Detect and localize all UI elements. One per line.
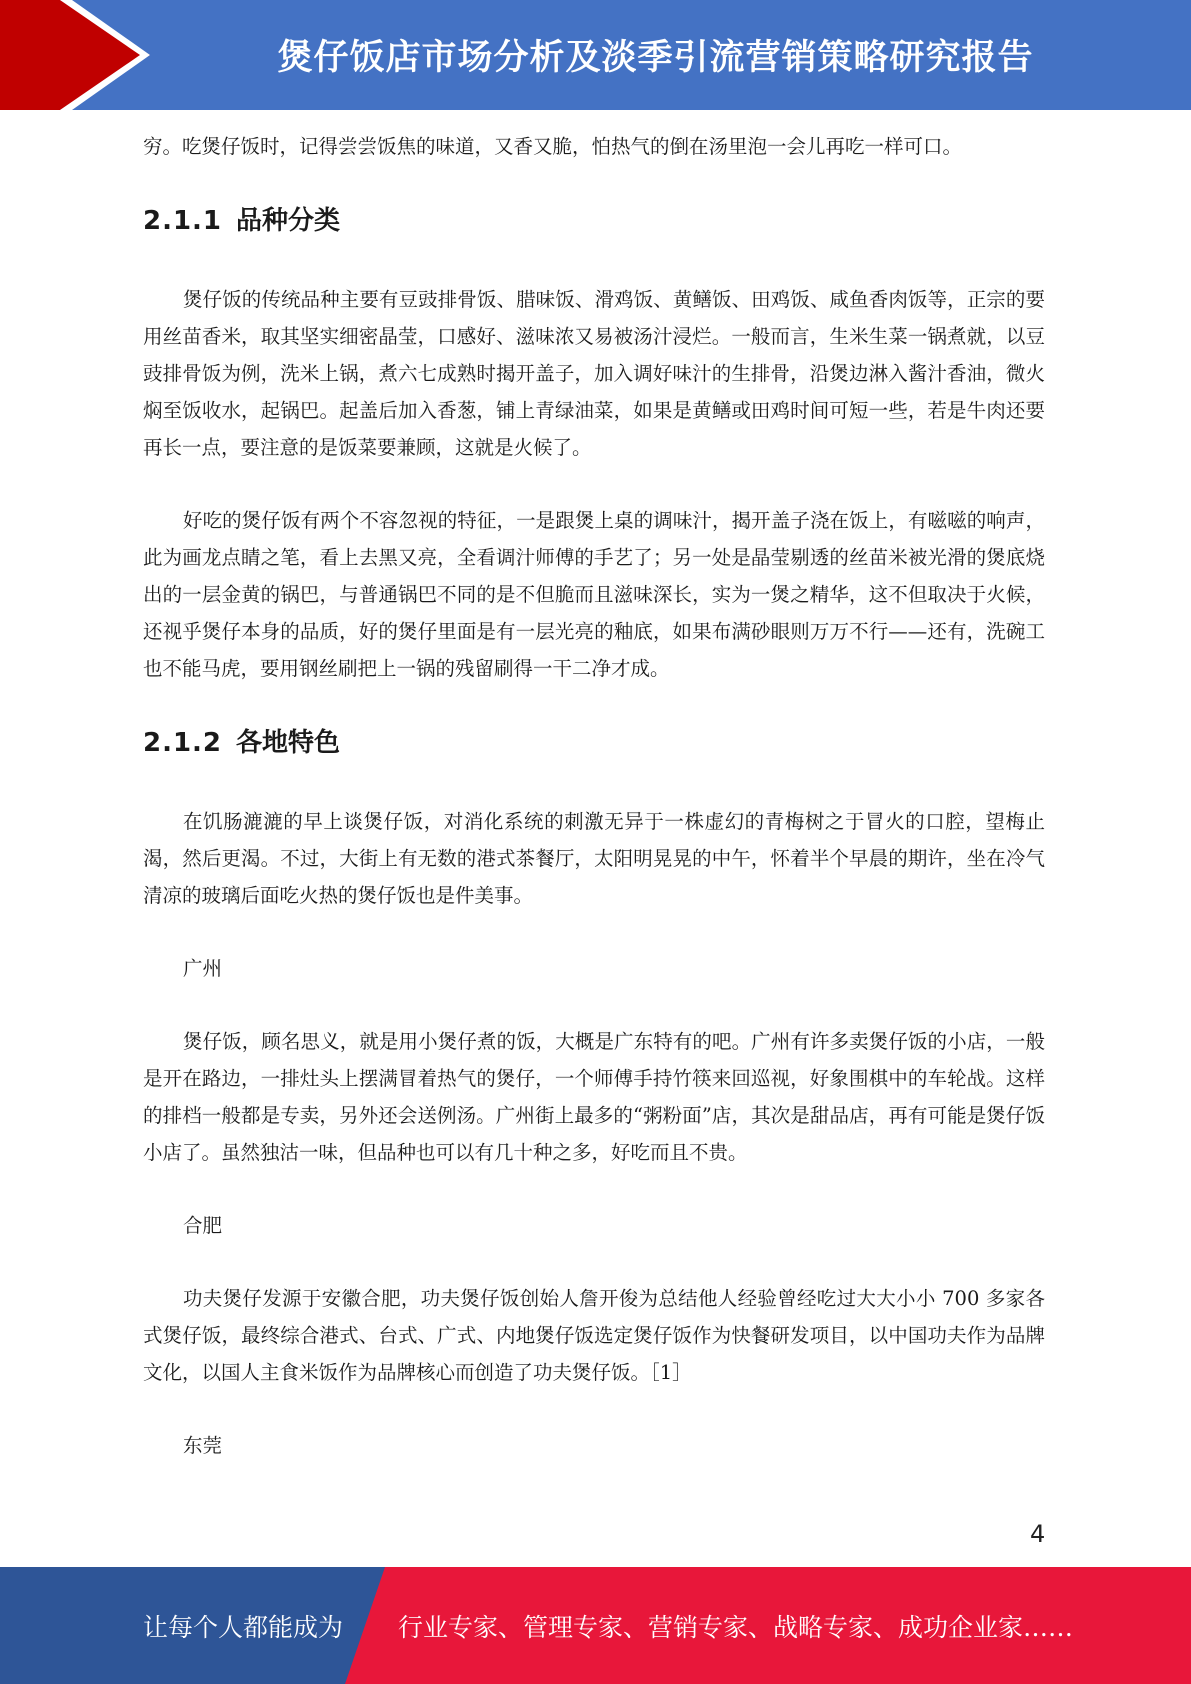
section-heading-2-1-2 (143, 723, 1045, 763)
paragraph: 好吃的煲仔饭有两个不容忽视的特征，一是跟煲上桌的调味汁，揭开盖子浇在饭上，有嗞嗞的响声，此为画龙点睛之笔，看上去黑又亮，全看调汁师傅的手艺了；另一处是晶莹剔透的丝苗米被光滑的煲底烧出的一层金黄的锅巴，与普通锅巴不同的是不但脆而且滋味深长，实为一煲之精华，这不但取决于火候，还视乎煲仔本身的品质，好的煲仔里面是有一层光亮的釉底，如果布满砂眼则万万不行——还有，洗碗工也不能马虎，要用钢丝刷把上一锅的残留刷得一干二净才成。 (143, 509, 1045, 680)
chevron-decoration (0, 0, 150, 110)
page-number: 4 (1030, 1520, 1046, 1548)
document-body (143, 128, 1045, 1464)
section-title: 各地特色 (236, 728, 341, 758)
region-label-hefei: 合肥 (183, 1214, 223, 1237)
paragraph: 煲仔饭的传统品种主要有豆豉排骨饭、腊味饭、滑鸡饭、黄鳝饭、田鸡饭、咸鱼香肉饭等，正宗的要用丝苗香米，取其坚实细密晶莹，口感好、滋味浓又易被汤汁浸烂。一般而言，生米生菜一锅煮就，以豆豉排骨饭为例，洗米上锅，煮六七成熟时揭开盖子，加入调好味汁的生排骨，沿煲边淋入酱汁香油，微火焖至饭收水，起锅巴。起盖后加入香葱，铺上青绿油菜，如果是黄鳝或田鸡时间可短一些，若是牛肉还要再长一点，要注意的是饭菜要兼顾，这就是火候了。 (143, 288, 1045, 459)
intro-tail-paragraph: 穷。吃煲仔饭时，记得尝尝饭焦的味道，又香又脆，怕热气的倒在汤里泡一会儿再吃一样可口。 (143, 135, 963, 158)
page-header (0, 0, 1191, 110)
paragraph: 煲仔饭，顾名思义，就是用小煲仔煮的饭，大概是广东特有的吧。广州有许多卖煲仔饭的小店，一般是开在路边，一排灶头上摆满冒着热气的煲仔，一个师傅手持竹筷来回巡视，好象围棋中的车轮战。这样的排档一般都是专卖，另外还会送例汤。广州街上最多的“粥粉面”店，其次是甜品店，再有可能是煲仔饭小店了。虽然独沽一味，但品种也可以有几十种之多，好吃而且不贵。 (143, 1030, 1045, 1164)
page-footer (0, 1567, 1191, 1684)
footer-slogan-right: 行业专家、管理专家、营销专家、战略专家、成功企业家…… (398, 1612, 1074, 1642)
report-title: 煲仔饭店市场分析及淡季引流营销策略研究报告 (277, 38, 1034, 78)
section-heading-2-1-1 (143, 201, 1045, 241)
section-number: 2.1.2 (143, 728, 223, 758)
footer-slogan-left: 让每个人都能成为 (143, 1612, 344, 1642)
section-title: 品种分类 (236, 206, 341, 236)
region-label-guangzhou: 广州 (183, 957, 223, 980)
region-label-dongguan: 东莞 (183, 1434, 223, 1457)
section-number: 2.1.1 (143, 206, 223, 236)
paragraph: 功夫煲仔发源于安徽合肥，功夫煲仔饭创始人詹开俊为总结他人经验曾经吃过大大小小 700 多家各式煲仔饭，最终综合港式、台式、广式、内地煲仔饭选定煲仔饭作为快餐研发项目，以中国功夫作为品牌文化，以国人主食米饭作为品牌核心而创造了功夫煲仔饭。［1］ (143, 1287, 1045, 1384)
paragraph: 在饥肠漉漉的早上谈煲仔饭，对消化系统的刺激无异于一株虚幻的青梅树之于冒火的口腔，望梅止渴，然后更渴。不过，大街上有无数的港式茶餐厅，太阳明晃晃的中午，怀着半个早晨的期许，坐在冷气清凉的玻璃后面吃火热的煲仔饭也是件美事。 (143, 810, 1045, 907)
